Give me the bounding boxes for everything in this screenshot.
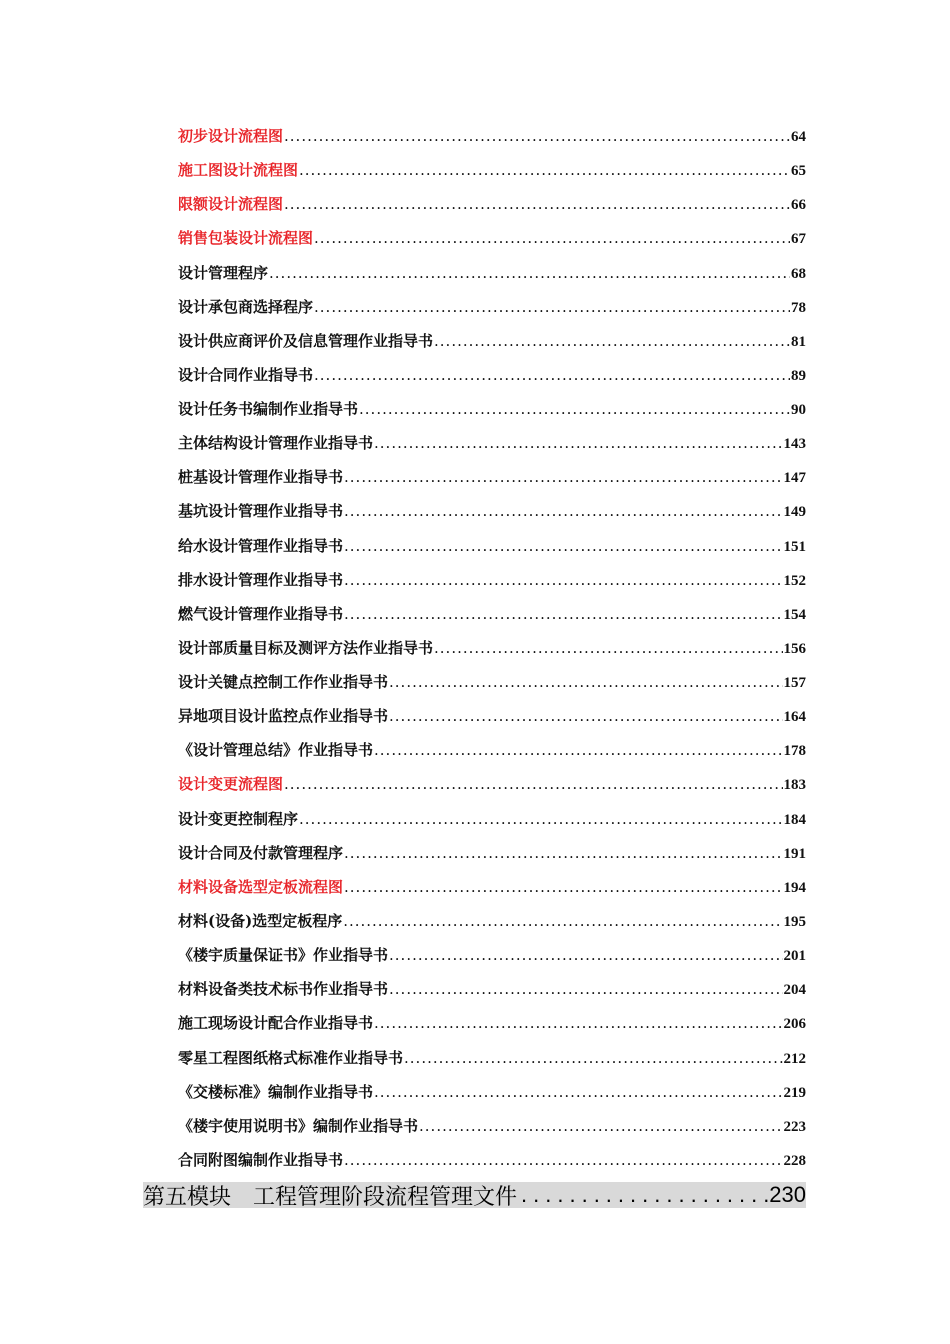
dot-leader <box>284 124 790 148</box>
toc-entry-page-number: 228 <box>783 1152 806 1169</box>
toc-entry[interactable] <box>178 670 806 694</box>
toc-entry-page-number: 204 <box>783 982 806 999</box>
toc-entry[interactable] <box>178 329 806 353</box>
dot-leader <box>419 1114 782 1138</box>
dot-leader <box>344 841 782 865</box>
toc-entry-title: 设计任务书编制作业指导书 <box>178 400 359 419</box>
dot-leader <box>314 363 790 387</box>
dot-leader <box>299 807 782 831</box>
toc-entry-title: 施工现场设计配合作业指导书 <box>178 1014 374 1033</box>
toc-entry[interactable] <box>178 1148 806 1172</box>
dot-leader <box>344 499 782 523</box>
toc-entry-page-number: 78 <box>791 299 806 316</box>
toc-entry-page-number: 164 <box>783 709 806 726</box>
toc-entry-page-number: 156 <box>783 640 806 657</box>
toc-entry-page-number: 178 <box>783 743 806 760</box>
toc-entry-page-number: 219 <box>783 1084 806 1101</box>
toc-entry-page-number: 157 <box>783 675 806 692</box>
toc-entry[interactable] <box>178 602 806 626</box>
toc-entry-page-number: 152 <box>783 572 806 589</box>
dot-leader <box>434 636 782 660</box>
dot-leader <box>314 226 790 250</box>
dot-leader <box>389 704 782 728</box>
toc-entry-page-number: 68 <box>791 265 806 282</box>
toc-entry-title: 材料(设备)选型定板程序 <box>178 911 343 930</box>
module-page-number: 230 <box>769 1182 806 1207</box>
toc-entry[interactable] <box>178 431 806 455</box>
toc-entry-page-number: 65 <box>791 163 806 180</box>
toc-entry[interactable] <box>178 977 806 1001</box>
toc-entry-title: 主体结构设计管理作业指导书 <box>178 434 374 453</box>
dot-leader <box>344 465 782 489</box>
dot-leader <box>359 397 790 421</box>
toc-entry[interactable] <box>178 192 806 216</box>
dot-leader <box>374 1011 782 1035</box>
module-heading[interactable] <box>143 1182 806 1208</box>
toc-entry[interactable] <box>178 465 806 489</box>
toc-entry-page-number: 89 <box>791 367 806 384</box>
toc-entry[interactable] <box>178 158 806 182</box>
toc-entry[interactable] <box>178 807 806 831</box>
dot-leader <box>343 909 782 933</box>
toc-entry-title: 设计合同作业指导书 <box>178 365 314 384</box>
dot-leader <box>284 192 790 216</box>
dot-leader <box>374 431 782 455</box>
toc-entry[interactable] <box>178 1011 806 1035</box>
dot-leader <box>269 261 790 285</box>
toc-entry-page-number: 194 <box>783 879 806 896</box>
toc-entry-page-number: 183 <box>783 777 806 794</box>
toc-entry-title: 《设计管理总结》作业指导书 <box>178 741 374 760</box>
toc-entry-title: 材料设备类技术标书作业指导书 <box>178 980 389 999</box>
dot-leader <box>344 568 782 592</box>
toc-entry-title: 合同附图编制作业指导书 <box>178 1150 344 1169</box>
toc-entry-title: 《楼宇质量保证书》作业指导书 <box>178 946 389 965</box>
dot-leader <box>344 875 782 899</box>
toc-entry[interactable] <box>178 738 806 762</box>
toc-entry-title: 设计变更流程图 <box>178 775 284 794</box>
dot-leader <box>344 1148 782 1172</box>
toc-entry[interactable] <box>178 943 806 967</box>
toc-entry[interactable] <box>178 499 806 523</box>
toc-entry-page-number: 154 <box>783 606 806 623</box>
toc-entry-page-number: 201 <box>783 948 806 965</box>
toc-entry-title: 销售包装设计流程图 <box>178 229 314 248</box>
toc-entry-page-number: 223 <box>783 1118 806 1135</box>
dot-leader <box>389 670 782 694</box>
toc-entry-title: 设计供应商评价及信息管理作业指导书 <box>178 331 434 350</box>
toc-entry[interactable] <box>178 636 806 660</box>
toc-entry-title: 基坑设计管理作业指导书 <box>178 502 344 521</box>
dot-leader <box>389 977 782 1001</box>
dot-leader <box>389 943 782 967</box>
toc-entry-page-number: 195 <box>783 913 806 930</box>
toc-entry-title: 设计合同及付款管理程序 <box>178 843 344 862</box>
toc-entry[interactable] <box>178 534 806 558</box>
toc-entry-page-number: 184 <box>783 811 806 828</box>
toc-entry-title: 设计关键点控制工作作业指导书 <box>178 673 389 692</box>
toc-entry-page-number: 66 <box>791 197 806 214</box>
dot-leader <box>434 329 790 353</box>
toc-entry[interactable] <box>178 841 806 865</box>
toc-entry[interactable] <box>178 875 806 899</box>
toc-entry-page-number: 206 <box>783 1016 806 1033</box>
dot-leader <box>344 534 782 558</box>
toc-entry-title: 设计管理程序 <box>178 263 269 282</box>
dot-leader <box>374 1080 782 1104</box>
toc-entry-page-number: 81 <box>791 333 806 350</box>
toc-entry-title: 施工图设计流程图 <box>178 161 299 180</box>
dot-leader <box>404 1046 782 1070</box>
toc-entry-title: 排水设计管理作业指导书 <box>178 570 344 589</box>
toc-entry-page-number: 147 <box>783 470 806 487</box>
toc-entry-title: 材料设备选型定板流程图 <box>178 877 344 896</box>
toc-entry-title: 《交楼标准》编制作业指导书 <box>178 1082 374 1101</box>
toc-entry-title: 桩基设计管理作业指导书 <box>178 468 344 487</box>
toc-entry-title: 《楼宇使用说明书》编制作业指导书 <box>178 1116 419 1135</box>
module-title: 第五模块 工程管理阶段流程管理文件 <box>143 1184 518 1210</box>
toc-entry-title: 设计部质量目标及测评方法作业指导书 <box>178 638 434 657</box>
toc-entry-title: 燃气设计管理作业指导书 <box>178 604 344 623</box>
toc-entry-page-number: 149 <box>783 504 806 521</box>
toc-entry[interactable] <box>178 909 806 933</box>
dot-leader <box>314 295 790 319</box>
toc-entry[interactable] <box>178 397 806 421</box>
dot-leader <box>521 1182 769 1208</box>
toc-entry-page-number: 90 <box>791 402 806 419</box>
toc-entry-title: 限额设计流程图 <box>178 195 284 214</box>
toc-entry[interactable] <box>178 704 806 728</box>
toc-entry-page-number: 143 <box>783 436 806 453</box>
toc-entry-page-number: 191 <box>783 845 806 862</box>
toc-entry-page-number: 212 <box>783 1050 806 1067</box>
toc-entry[interactable] <box>178 1080 806 1104</box>
toc-entry-title: 异地项目设计监控点作业指导书 <box>178 707 389 726</box>
toc-entry-page-number: 67 <box>791 231 806 248</box>
toc-entry[interactable] <box>178 226 806 250</box>
toc-entry[interactable] <box>178 568 806 592</box>
toc-entry-title: 初步设计流程图 <box>178 127 284 145</box>
dot-leader <box>284 772 782 796</box>
toc-entry[interactable] <box>178 261 806 285</box>
toc-entry-title: 给水设计管理作业指导书 <box>178 536 344 555</box>
toc-entry-title: 设计承包商选择程序 <box>178 297 314 316</box>
toc-entry-page-number: 64 <box>791 129 806 145</box>
toc-entry-title: 零星工程图纸格式标准作业指导书 <box>178 1048 404 1067</box>
toc-entry[interactable] <box>178 772 806 796</box>
toc-entry[interactable] <box>178 363 806 387</box>
dot-leader <box>374 738 782 762</box>
dot-leader <box>299 158 790 182</box>
toc-entry-title: 设计变更控制程序 <box>178 809 299 828</box>
toc-entry-page-number: 151 <box>783 538 806 555</box>
dot-leader <box>344 602 782 626</box>
toc-entry[interactable] <box>178 124 806 148</box>
toc-entry[interactable] <box>178 1046 806 1070</box>
toc-entry[interactable] <box>178 295 806 319</box>
toc-entry[interactable] <box>178 1114 806 1138</box>
